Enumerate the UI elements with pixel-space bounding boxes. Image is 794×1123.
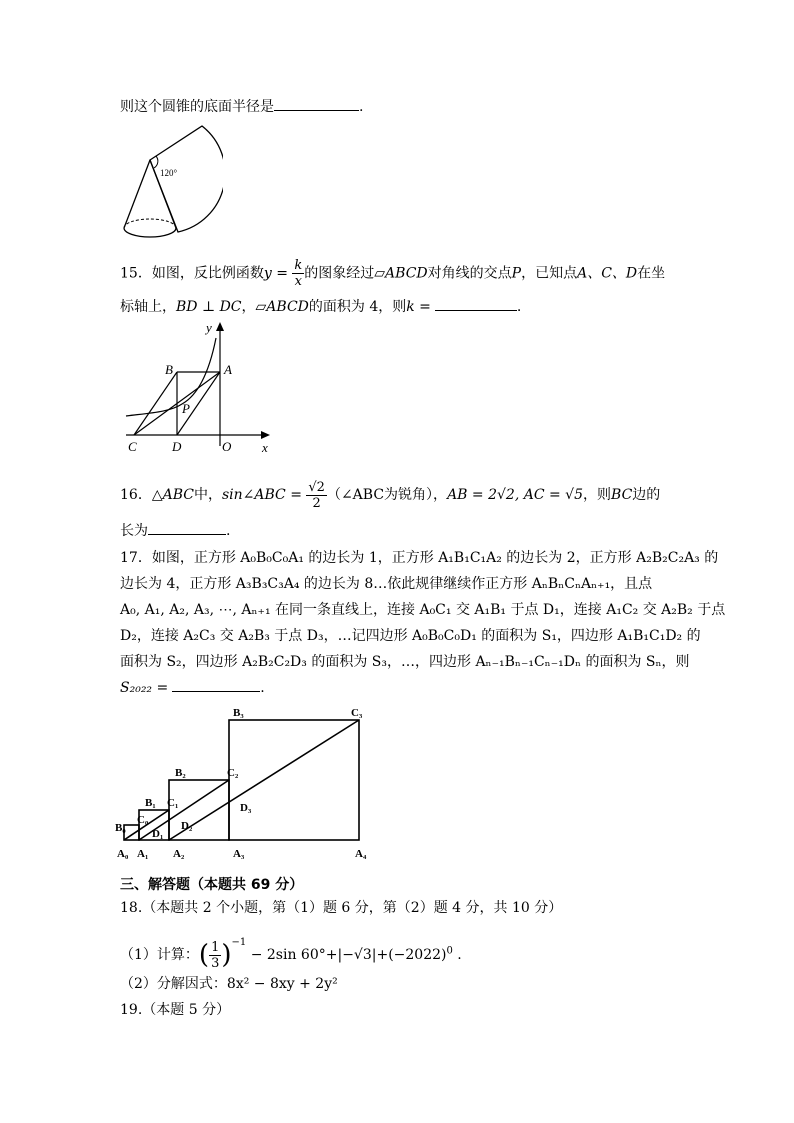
section-title: 三、解答题（本题共 69 分）	[120, 877, 304, 893]
label-c1: C₁	[167, 797, 179, 809]
q15-figure	[120, 318, 275, 458]
answer-blank-14[interactable]	[274, 96, 359, 111]
q16-text-d: 边的	[632, 487, 661, 503]
fraction-one-third	[209, 940, 221, 971]
exponent-zero: 0	[446, 945, 453, 957]
seg-cb	[134, 372, 177, 435]
q17-line5: 面积为 S₂，四边形 A₂B₂C₂D₃ 的面积为 S₃，…，四边形 Aₙ₋₁Bₙ₋₁Cₙ₋₁Dₙ 的面积为 Sₙ，则	[120, 654, 690, 670]
frac-den: 2	[312, 495, 321, 511]
frac-num: 1	[211, 939, 220, 955]
q15-text-b: 的图象经过	[304, 265, 375, 282]
q16-line1	[120, 478, 660, 512]
paren-open: (	[198, 940, 210, 970]
q15-text-g: ，	[241, 299, 256, 315]
para-abcd: ▱ABCD	[374, 265, 428, 282]
bd-perp-dc: BD ⊥ DC	[176, 299, 242, 315]
q17-line1: 17．如图，正方形 A₀B₀C₀A₁ 的边长为 1，正方形 A₁B₁C₁A₂ 的边长为 2，正方形 A₂B₂C₂A₃ 的	[120, 550, 719, 566]
s2022: S₂₀₂₂ =	[120, 680, 169, 696]
q17-line2: 边长为 4，正方形 A₃B₃C₃A₄ 的边长为 8…依此规律继续作正方形 AₙBₙCₙAₙ₊₁，且点	[120, 576, 653, 592]
q15-text-e: 在坐	[637, 265, 666, 282]
frac-num: k	[294, 258, 303, 273]
label-c0: C₀	[137, 814, 149, 826]
k-eq: k =	[406, 299, 431, 315]
q14-text: 则这个圆锥的底面半径是	[120, 99, 274, 115]
q15-text-d: ，已知点	[521, 265, 578, 282]
square-3	[229, 720, 359, 840]
points-acd: A、C、D	[577, 265, 638, 282]
q18-p1-expr: − 2sin 60°+|−√3|+(−2022)	[246, 947, 447, 963]
eq-sign: =	[271, 265, 293, 282]
q15-text-f: 标轴上，	[120, 299, 176, 315]
answer-blank-16[interactable]	[148, 520, 226, 535]
sector-shape	[150, 126, 223, 232]
q17-squares-figure	[115, 703, 375, 861]
ab-ac-values: AB = 2√2, AC = √5	[447, 487, 584, 503]
label-c3: C₃	[351, 707, 363, 719]
label-p: P	[182, 401, 190, 416]
q18-p1-end: .	[452, 947, 462, 963]
angle-label: 120°	[160, 168, 178, 178]
hyperbola-curve	[126, 338, 216, 416]
fraction-k-over-x	[292, 258, 304, 289]
label-d1: D₁	[152, 828, 164, 840]
label-o: O	[222, 439, 232, 454]
tri-abc: △ABC	[151, 487, 194, 503]
square-2	[169, 780, 229, 840]
cone-sector-figure	[118, 120, 223, 245]
q16-text-e: 长为	[120, 523, 148, 539]
q16-paren: （∠ABC为锐角），	[326, 487, 448, 503]
q16-text-c: ，则	[583, 487, 612, 503]
q17-end: .	[260, 680, 265, 696]
q14-end: .	[359, 99, 364, 115]
seg-bc: BC	[611, 487, 633, 503]
q15-end: .	[516, 299, 522, 315]
q16-end: .	[226, 523, 231, 539]
q17-line6	[120, 677, 265, 698]
label-d2: D₂	[181, 820, 193, 832]
label-b2: B₂	[175, 767, 186, 779]
cone-side-left	[124, 160, 150, 228]
frac-num: √2	[308, 479, 325, 495]
label-c: C	[128, 439, 137, 454]
label-a: A	[224, 362, 232, 377]
q14-line	[120, 96, 363, 117]
q16-line2	[120, 520, 230, 541]
exponent-neg1: −1	[231, 937, 247, 948]
q15-text-c: 对角线的交点	[427, 265, 512, 282]
var-y: y	[263, 265, 272, 282]
paren-close: )	[221, 940, 232, 970]
label-a4: A₄	[355, 848, 367, 860]
q17-line4: D₂，连接 A₂C₃ 交 A₂B₃ 于点 D₃，…记四边形 A₀B₀C₀D₁ 的面积为 S₁，四边形 A₁B₁C₁D₂ 的	[120, 628, 701, 644]
point-p: P	[511, 265, 522, 282]
label-a1: A₁	[137, 848, 149, 860]
q18-p1-label: （1）计算：	[120, 947, 199, 963]
q19-head: 19.（本题 5 分）	[120, 1002, 231, 1018]
label-d3: D₃	[240, 802, 252, 814]
answer-blank-15[interactable]	[435, 296, 517, 311]
q18-part2: （2）分解因式：8x² − 8xy + 2y²	[120, 976, 338, 992]
y-axis-arrow	[216, 322, 224, 331]
angle-arc	[154, 156, 158, 168]
cone-base-back	[124, 219, 176, 228]
frac-den: 3	[211, 955, 220, 971]
label-a2: A₂	[173, 848, 185, 860]
q15-text-h: 的面积为 4，则	[308, 299, 407, 315]
label-c2: C₂	[227, 767, 239, 779]
sin-abc: sin∠ABC =	[221, 487, 302, 503]
q18-head: 18.（本题共 2 个小题，第（1）题 6 分，第（2）题 4 分，共 10 分）	[120, 900, 563, 916]
label-a0: A₀	[117, 848, 129, 860]
label-b3: B₃	[233, 707, 244, 719]
label-d: D	[172, 439, 182, 454]
label-a3: A₃	[233, 848, 245, 860]
q18-part1	[120, 926, 462, 972]
label-y: y	[206, 320, 212, 335]
para-abcd-2: ▱ABCD	[255, 299, 309, 315]
label-b: B	[165, 362, 173, 377]
q15-line1	[120, 258, 665, 289]
q15-text-a: 15．如图，反比例函数	[120, 265, 264, 282]
label-x: x	[262, 440, 268, 455]
answer-blank-17[interactable]	[172, 677, 260, 692]
label-b1: B₁	[145, 797, 156, 809]
q16-text-b: 中，	[193, 487, 222, 503]
label-b0: B₀	[115, 822, 126, 834]
q16-num: 16．	[120, 487, 152, 503]
cone-base-front	[124, 228, 176, 237]
frac-den: x	[294, 274, 302, 289]
q15-line2	[120, 296, 521, 317]
fraction-root2-over-2	[306, 480, 327, 511]
x-axis-arrow	[261, 431, 270, 439]
q17-line3: A₀, A₁, A₂, A₃, ⋯, Aₙ₊₁ 在同一条直线上，连接 A₀C₁ 交 A₁B₁ 于点 D₁，连接 A₁C₂ 交 A₂B₂ 于点	[120, 602, 726, 618]
